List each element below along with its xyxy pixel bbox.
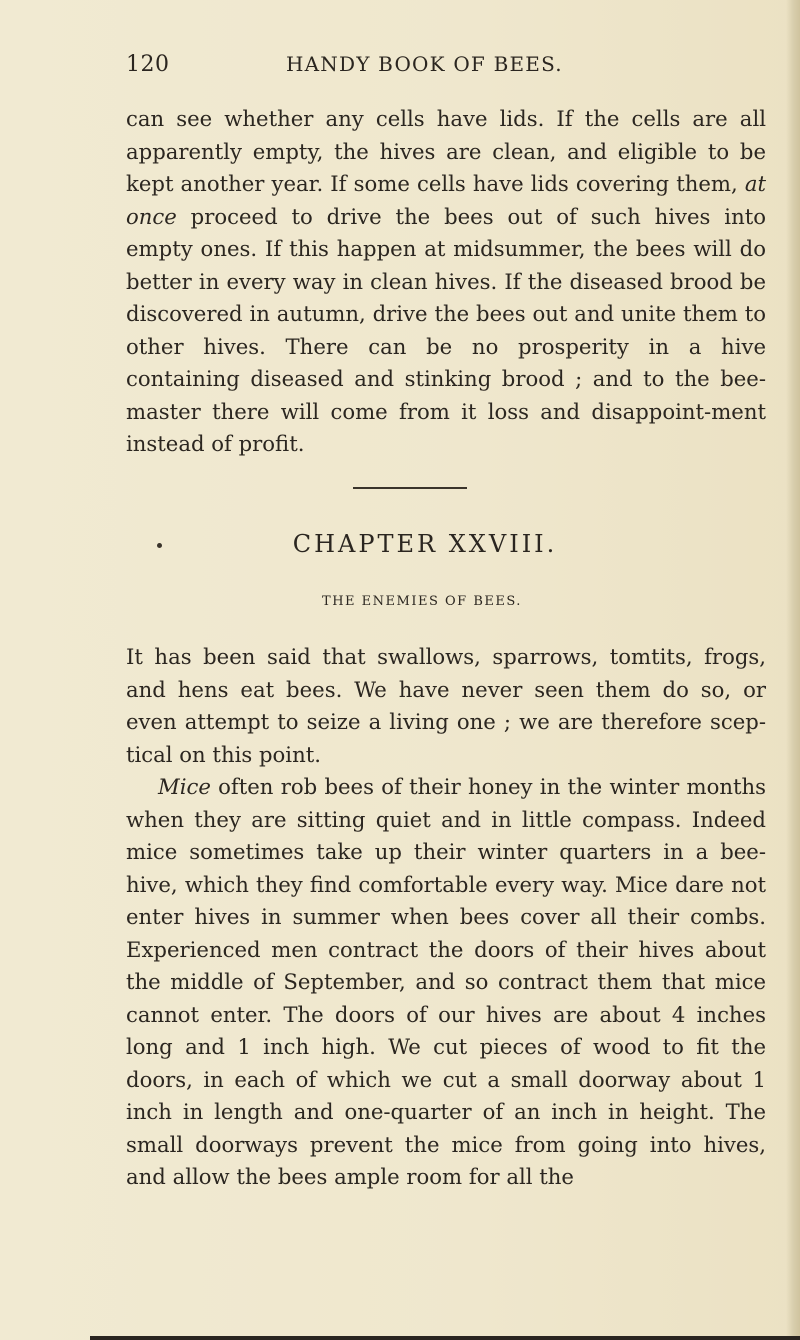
page-edge-shadow bbox=[786, 0, 800, 1340]
top-paragraph-italic: at once bbox=[126, 171, 766, 229]
paragraph-mice-text: often rob bees of their honey in the winter months when they are sitting quiet and in little compass. Indeed mice sometimes take up their winter quarters in a bee-hive, which they find comfortable every way. Mice dare not enter hives in summer when bees cover all their combs. Experienced men contract the doors of their hives about the middle of September, and so contract them that mice cannot enter. The doors of our hives are about 4 inches long and 1 inch high. We cut pieces of wood to fit the doors, in each of which we cut a small doorway about 1 inch in length and one-quarter of an inch in height. The small doorways prevent the mice from going into hives, and allow the bees ample room for all the bbox=[126, 774, 766, 1189]
mice-italic: Mice bbox=[158, 774, 211, 799]
chapter-title: CHAPTER XXVIII. bbox=[292, 530, 558, 558]
chapter-body bbox=[126, 641, 766, 1194]
top-paragraph-text-1: can see whether any cells have lids. If the cells are all apparently empty, the hives are clean, and eligible to be kept another year. If some cells have lids covering them, bbox=[126, 106, 766, 196]
page-header bbox=[126, 52, 766, 92]
section-divider bbox=[353, 487, 467, 489]
page-bottom-edge bbox=[90, 1336, 800, 1340]
page-number: 120 bbox=[126, 52, 170, 77]
paragraph-mice bbox=[126, 771, 766, 1194]
running-title: HANDY BOOK OF BEES. bbox=[286, 52, 563, 76]
top-paragraph bbox=[126, 103, 766, 461]
chapter-subtitle: THE ENEMIES OF BEES. bbox=[322, 594, 522, 609]
paragraph-swallows: It has been said that swallows, sparrows, tomtits, frogs, and hens eat bees. We have never seen them do so, or even attempt to seize a living one ; we are therefore scep-tical on this point. bbox=[126, 644, 766, 767]
top-paragraph-text-2: proceed to drive the bees out of such hives into empty ones. If this happen at midsummer, the bees will do better in every way in clean hives. If the diseased brood be discovered in autumn, drive the bees out and unite them to other hives. There can be no prosperity in a hive containing diseased and stinking brood ; and to the bee-master there will come from it loss and disappoint-ment instead of profit. bbox=[126, 203, 766, 456]
top-paragraph-block bbox=[126, 103, 766, 461]
